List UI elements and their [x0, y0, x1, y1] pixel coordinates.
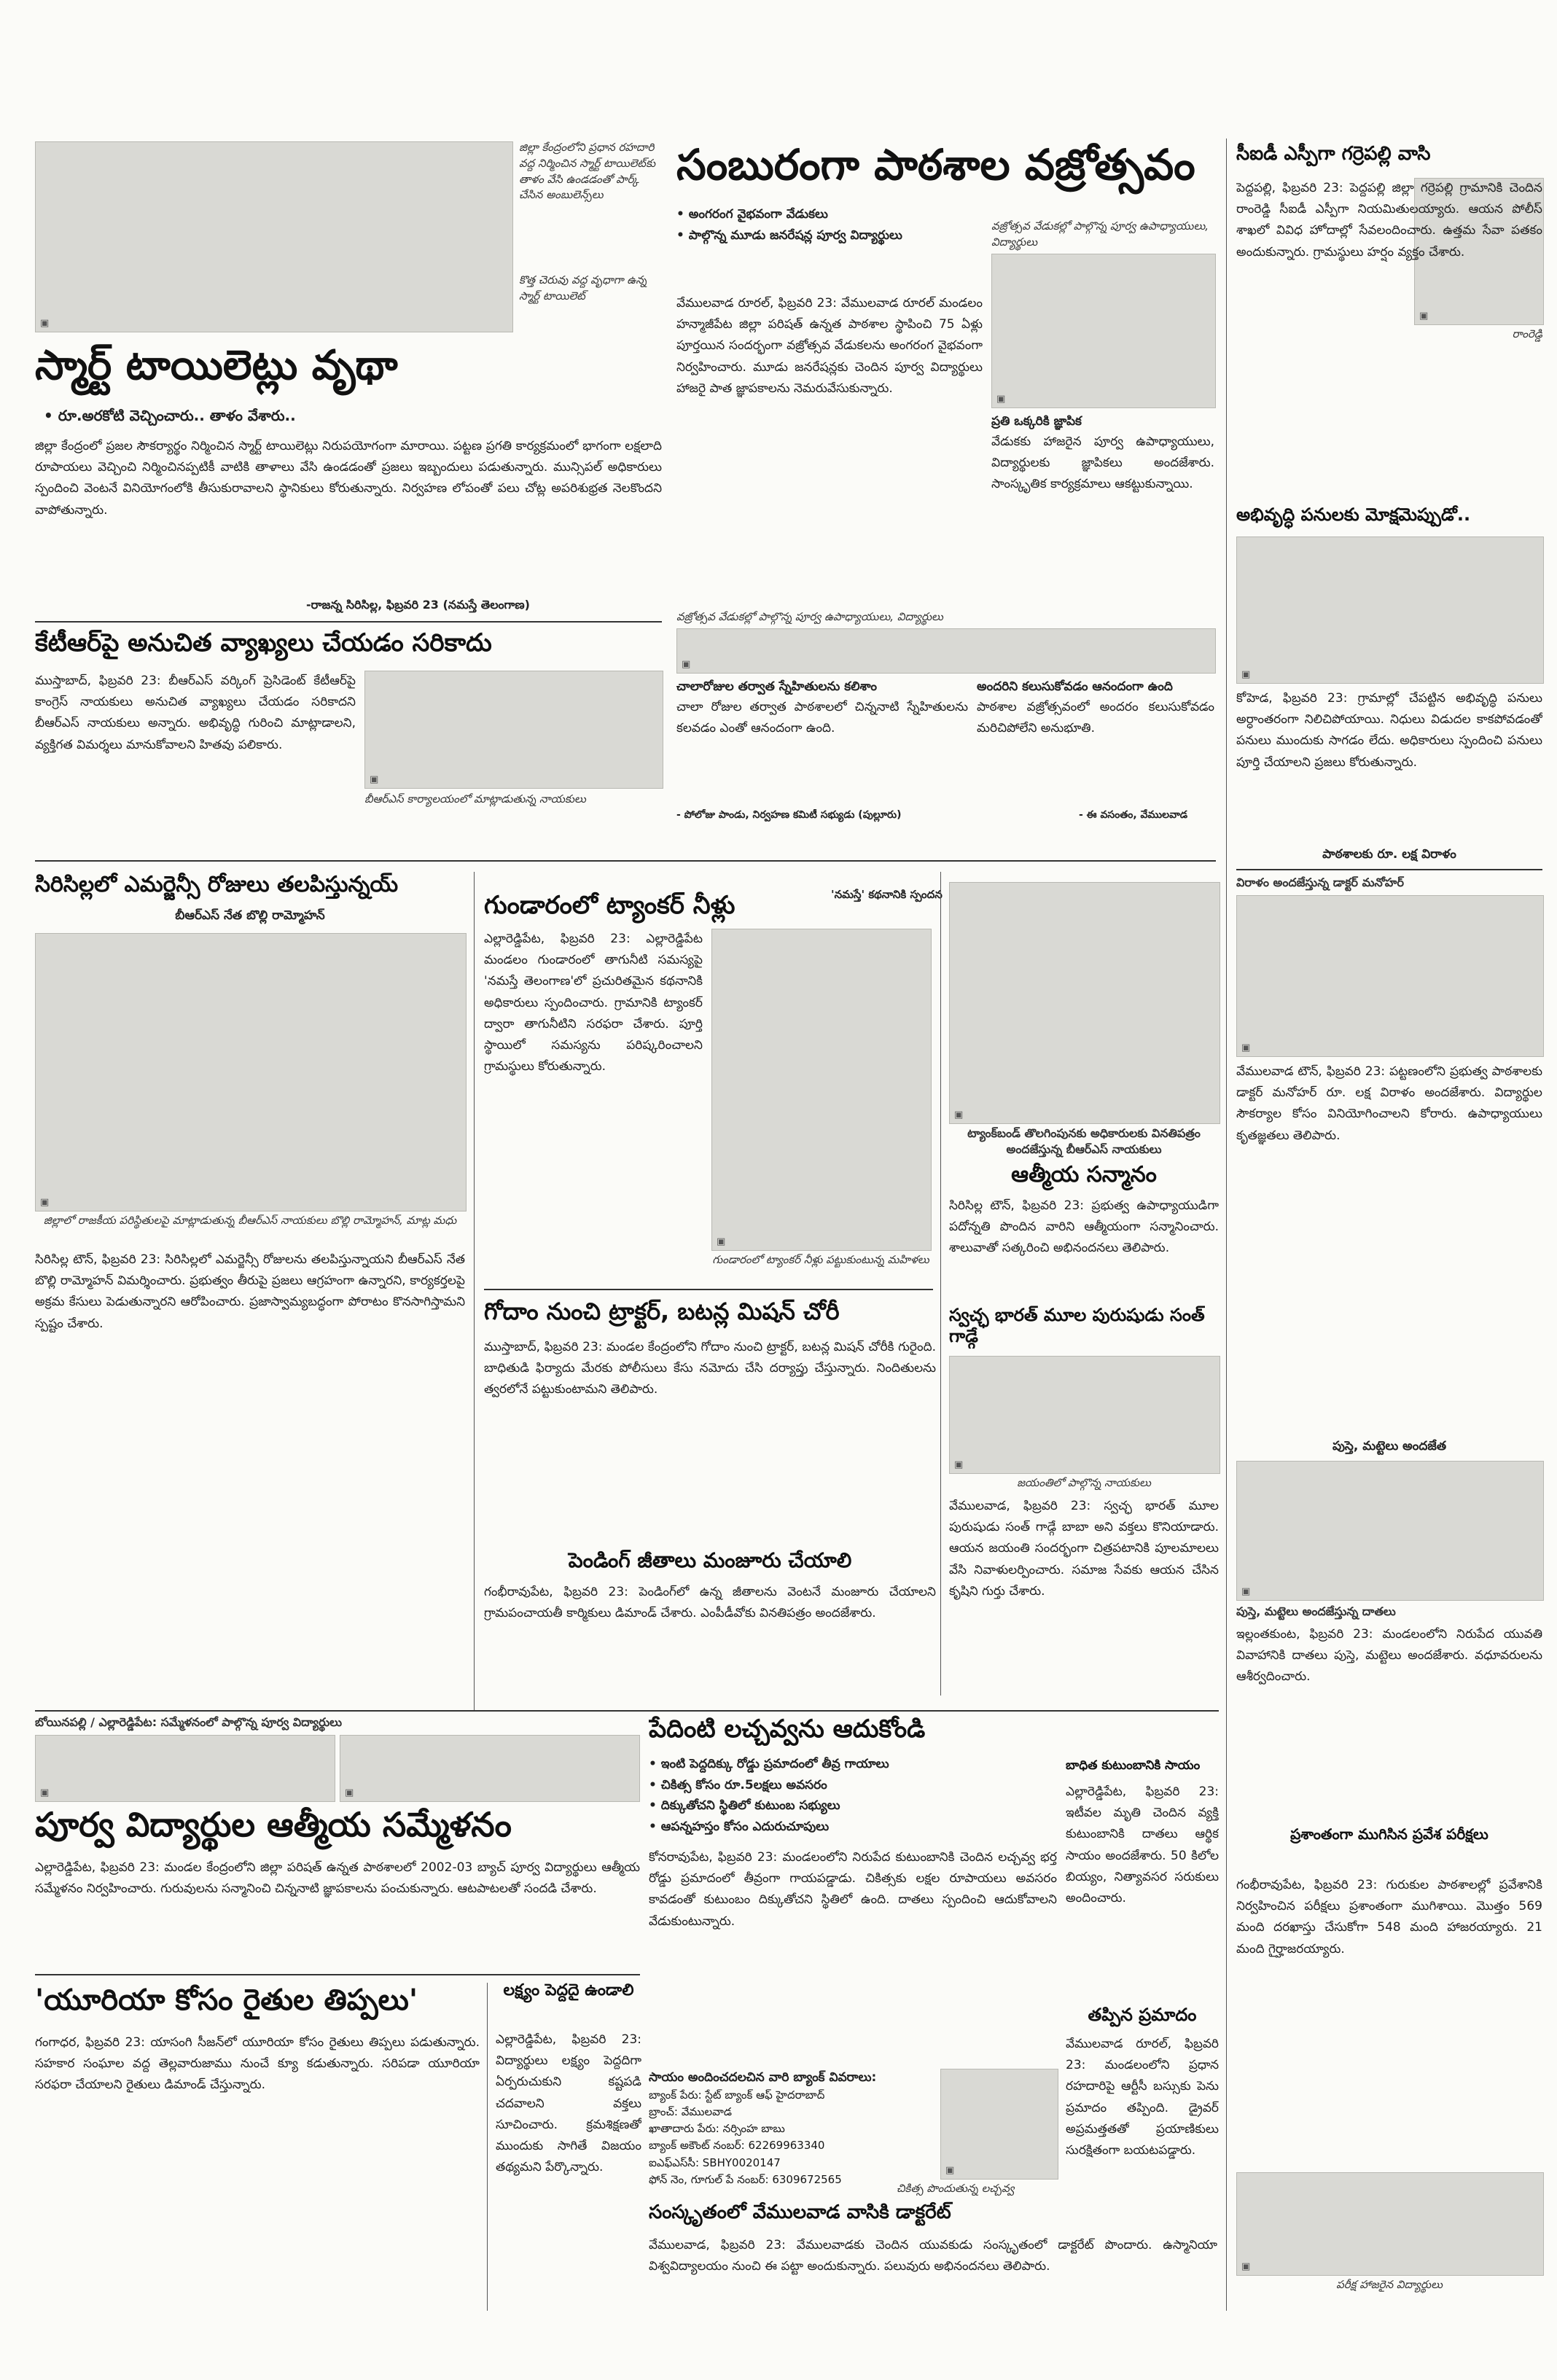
gadge-photo — [949, 1356, 1220, 1474]
exam-headline: ప్రశాంతంగా ముగిసిన ప్రవేశ పరీక్షలు — [1290, 1825, 1488, 1843]
exam-body2: గంభీరావుపేట, ఫిబ్రవరి 23: గురుకుల పాఠశాలల్లో ప్రవేశానికి నిర్వహించిన పరీక్షలు ప్రశాంతంగా ముగిశాయి. మొత్తం 569 మంది దరఖాస్తు చేసుకోగా 548 మంది హాజరయ్యారు. 21 మంది గైర్హాజరయ్యారు. — [1236, 1878, 1542, 1956]
accident-caption: చికిత్స పొందుతున్న లచ్చవ్వ — [897, 2182, 1015, 2195]
alumni-kicker: బోయినపల్లి / ఎల్లారెడ్డిపేట: సమ్మేళనంలో పాల్గొన్న పూర్వ విద్యార్థులు — [35, 1715, 342, 1729]
urea-body: గంగాధర, ఫిబ్రవరి 23: యాసంగి సీజన్‌లో యూరియా కోసం రైతులు తిప్పలు పడుతున్నారు. సహకార సంఘాల వద్ద తెల్లవారుజాము నుంచే క్యూ కడుతున్నారు. సరిపడా యూరియా సరఫరా చేయాలని రైతులు డిమాండ్ చేస్తున్నారు. — [35, 2035, 480, 2093]
photo-icon: ▣ — [954, 1109, 964, 1120]
accident-headline: పేదింటి లచ్చవ్వను ఆదుకోండి — [649, 1714, 926, 1744]
school-bullets — [676, 206, 983, 290]
bank-line: బ్యాంక్ అకౌంట్ నంబర్: 62269963340 — [649, 2139, 825, 2153]
divider — [487, 1983, 488, 2311]
divider — [35, 621, 662, 623]
target-body: ఎల్లారెడ్డిపేట, ఫిబ్రవరి 23: విద్యార్థులు లక్ష్యం పెద్దదిగా ఏర్పరుచుకుని కష్టపడి చదవాలని వక్తలు సూచించారు. క్రమశిక్షణతో ముందుకు సాగితే విజయం తథ్యమని పేర్కొన్నారు. — [496, 2032, 641, 2175]
school-sub2: చాలారోజుల తర్వాత స్నేహితులను కలిశాం — [676, 679, 877, 694]
averted-body: వేములవాడ రూరల్, ఫిబ్రవరి 23: మండలంలోని ప్రధాన రహదారిపై ఆర్టీసీ బస్సుకు పెను ప్రమాదం తప్పింది. డ్రైవర్ అప్రమత్తతతో ప్రయాణికులు సురక్షితంగా బయటపడ్డారు. — [1066, 2037, 1219, 2158]
dev-footer: పాఠశాలకు రూ. లక్ష విరాళం — [1322, 847, 1456, 862]
gundaram-headline: గుండారంలో ట్యాంకర్ నీళ్లు — [484, 891, 735, 920]
exam-body: ఇల్లంతకుంట, ఫిబ్రవరి 23: మండలంలోని నిరుపేద యువతి వివాహానికి దాతలు పుస్తె, మట్టెలు అందజేశారు. వధూవరులను ఆశీర్వదించారు. — [1236, 1627, 1542, 1685]
school-bullet-2: • పాల్గొన్న మూడు జనరేషన్ల పూర్వ విద్యార్థులు — [676, 227, 983, 245]
school-photo-2 — [676, 628, 1216, 674]
tractor-headline: గోదాం నుంచి ట్రాక్టర్, బటన్ల మిషన్ చోరీ — [484, 1298, 840, 1325]
alumni-photo-1 — [35, 1735, 335, 1802]
school-sub3: అందరిని కలుసుకోవడం ఆనందంగా ఉంది — [977, 679, 1173, 694]
doctorate-body: వేములవాడ, ఫిబ్రవరి 23: వేములవాడకు చెందిన యువకుడు సంస్కృతంలో డాక్టరేట్ పొందారు. ఉస్మానియా విశ్వవిద్యాలయం నుంచి ఈ పట్టా అందుకున్నారు. పలువురు అభినందనలు తెలిపారు. — [649, 2238, 1217, 2274]
main-headline: స్మార్ట్ టాయిలెట్లు వృథా — [35, 342, 398, 389]
honor-body: సిరిసిల్ల టౌన్, ఫిబ్రవరి 23: ప్రభుత్వ ఉపాధ్యాయుడిగా పదోన్నతి పొందిన వారిని ఆత్మీయంగా సన్మానించారు. శాలువాతో సత్కరించి అభినందనలు తెలిపారు. — [949, 1198, 1219, 1256]
photo-icon: ▣ — [996, 394, 1006, 405]
sircilla-caption: జిల్లాలో రాజకీయ పరిస్థితులపై మాట్లాడుతున్న బీఆర్‌ఎస్ నాయకులు బొల్లి రామ్మోహన్, మాట్ల మధు — [43, 1214, 457, 1227]
accident-body: కోనరావుపేట, ఫిబ్రవరి 23: మండలంలోని నిరుపేద కుటుంబానికి చెందిన లచ్చవ్వ భర్త రోడ్డు ప్రమాదంలో తీవ్రంగా గాయపడ్డాడు. చికిత్సకు లక్షల రూపాయలు అవసరం కావడంతో కుటుంబం దిక్కుతోచని స్థితిలో ఉంది. దాతలు స్పందించి ఆదుకోవాలని వేడుకుంటున్నారు. — [649, 1850, 1057, 1929]
divider — [474, 872, 475, 1710]
main-byline: -రాజన్న సిరిసిల్ల, ఫిబ్రవరి 23 (నమస్తే తెలంగాణ) — [306, 598, 530, 612]
honor-photo — [949, 882, 1220, 1124]
photo-icon: ▣ — [345, 1787, 354, 1798]
school-photo-1 — [991, 254, 1216, 408]
dev-body: కోహెడ, ఫిబ్రవరి 23: గ్రామాల్లో చేపట్టిన అభివృద్ధి పనులు అర్ధాంతరంగా నిలిచిపోయాయి. నిధులు విడుదల కాకపోవడంతో పనులు ముందుకు సాగడం లేదు. అధికారులు స్పందించి పనులు పూర్తి చేయాలని ప్రజలు కోరుతున్నారు. — [1236, 691, 1542, 770]
bank-line: బ్రాంచ్: వేములవాడ — [649, 2104, 732, 2118]
alumni-headline: పూర్వ విద్యార్థుల ఆత్మీయ సమ్మేళనం — [35, 1805, 512, 1844]
gadge-body: వేములవాడ, ఫిబ్రవరి 23: స్వచ్ఛ భారత్ మూల పురుషుడు సంత్ గాడ్గే బాబా అని వక్తలు కొనియాడారు. ఆయన జయంతి సందర్భంగా చిత్రపటానికి పూలమాలలు వేసి నివాళులర్పించారు. సమాజ సేవకు ఆయన చేసిన కృషిని గుర్తు చేశారు. — [949, 1499, 1219, 1599]
dev-photo — [1236, 537, 1544, 684]
gadge-caption: జయంతిలో పాల్గొన్న నాయకులు — [1017, 1476, 1151, 1489]
divider — [35, 1710, 1219, 1712]
main-photo-caption-2: కొత్త చెరువు వద్ద వృధాగా ఉన్న స్మార్ట్ టాయిలెట్ — [519, 273, 647, 303]
bank-line: ఫోన్ నెం, గూగుల్ పే నంబర్: 6309672565 — [649, 2172, 842, 2186]
photo-icon: ▣ — [954, 1459, 964, 1470]
divider — [484, 1289, 933, 1290]
school-body: వేములవాడ రూరల్, ఫిబ్రవరి 23: వేములవాడ రూరల్ మండలం హన్మాజీపేట జిల్లా పరిషత్ ఉన్నత పాఠశాల స్థాపించి 75 ఏళ్లు పూర్తయిన సందర్భంగా వజ్రోత్సవ వేడుకలను అంగరంగ వైభవంగా నిర్వహించారు. మూడు జనరేషన్లకు చెందిన పూర్వ విద్యార్థులు హాజరై పాత జ్ఞాపకాలను నెమరువేసుకున్నారు. — [676, 296, 983, 396]
sircilla-photo — [35, 933, 467, 1212]
main-subhead-text: • రూ.అరకోటి వెచ్చించారు.. తాళం వేశారు.. — [44, 407, 296, 424]
exam-photo-1 — [1236, 1461, 1544, 1601]
photo-icon: ▣ — [1241, 669, 1251, 680]
school-sub2-body: చాలా రోజుల తర్వాత పాఠశాలలో చిన్ననాటి స్నేహితులను కలవడం ఎంతో ఆనందంగా ఉంది. — [676, 700, 968, 736]
main-story-photo-1 — [35, 141, 513, 332]
gundaram-body: ఎల్లారెడ్డిపేట, ఫిబ్రవరి 23: ఎల్లారెడ్డిపేట మండలం గుండారంలో తాగునీటి సమస్యపై 'నమస్తే తెలంగాణ'లో ప్రచురితమైన కథనానికి అధికారులు స్పందించారు. గ్రామానికి ట్యాంకర్ ద్వారా తాగునీటిని సరఫరా చేశారు. పూర్తి స్థాయిలో సమస్యను పరిష్కరించాలని గ్రామస్థులు కోరుతున్నారు. — [484, 932, 703, 1074]
honor-kicker: ట్యాంక్‌బండ్ తొలగింపునకు అధికారులకు వినతిపత్రం అందజేస్తున్న బీఆర్‌ఎస్ నాయకులు — [967, 1126, 1201, 1157]
school-headline: సంబురంగా పాఠశాల వజ్రోత్సవం — [676, 140, 1195, 190]
school-sub3-byline: - ఈ వసంతం, వేములవాడ — [1079, 809, 1188, 821]
photo-icon: ▣ — [945, 2165, 955, 2176]
tractor-body: ముస్తాబాద్, ఫిబ్రవరి 23: మండల కేంద్రంలోని గోదాం నుంచి ట్రాక్టర్, బటన్ల మిషన్ చోరీకి గురైంది. బాధితుడి ఫిర్యాదు మేరకు పోలీసులు కేసు నమోదు చేసి దర్యాప్తు చేస్తున్నారు. నిందితులను త్వరలోనే పట్టుకుంటామని తెలిపారు. — [484, 1340, 936, 1397]
school-photo-caption-1: వజ్రోత్సవ వేడుకల్లో పాల్గొన్న పూర్వ ఉపాధ్యాయులు, విద్యార్థులు — [991, 219, 1209, 249]
school-sub1-body: వేడుకకు హాజరైన పూర్వ ఉపాధ్యాయులు, విద్యార్థులకు జ్ఞాపికలు అందజేశారు. సాంస్కృతిక కార్యక్రమాలు ఆకట్టుకున్నాయి. — [991, 434, 1214, 492]
exam-caption: పరీక్ష హాజరైన విద్యార్థులు — [1336, 2278, 1443, 2291]
school-sub2-byline: - పోలోజు పాండు, నిర్వహణ కమిటీ సభ్యుడు (పుల్లూరు) — [676, 809, 902, 821]
photo-icon: ▣ — [1241, 1586, 1251, 1597]
bank-line: ఐఎఫ్ఎస్‌సీ: SBHY0020147 — [649, 2155, 781, 2169]
help-headline: బాధిత కుటుంబానికి సాయం — [1066, 1758, 1201, 1773]
alumni-body: ఎల్లారెడ్డిపేట, ఫిబ్రవరి 23: మండల కేంద్రంలోని జిల్లా పరిషత్ ఉన్నత పాఠశాలలో 2002-03 బ్యాచ్ పూర్వ విద్యార్థులు ఆత్మీయ సమ్మేళనం నిర్వహించారు. గురువులను సన్మానించి చిన్ననాటి జ్ఞాపకాలను పంచుకున్నారు. ఆటపాటలతో సందడి చేశారు. — [35, 1860, 640, 1897]
divider — [1226, 138, 1227, 2311]
honor-headline: ఆత్మీయ సన్మానం — [1011, 1162, 1157, 1187]
ktr-caption: బీఆర్‌ఎస్ కార్యాలయంలో మాట్లాడుతున్న నాయకులు — [364, 792, 586, 805]
donation-photo — [1236, 895, 1544, 1057]
pending-headline: పెండింగ్ జీతాలు మంజూరు చేయాలి — [568, 1548, 852, 1572]
photo-icon: ▣ — [1419, 311, 1429, 321]
doctorate-headline: సంస్కృతంలో వేములవాడ వాసికి డాక్టరేట్ — [649, 2201, 951, 2223]
photo-icon: ▣ — [682, 659, 691, 670]
donation-footer: పుస్తె, మట్టెలు అందజేత — [1332, 1439, 1447, 1454]
ktr-headline: కేటీఆర్‌పై అనుచిత వ్యాఖ్యలు చేయడం సరికాదు — [35, 628, 492, 658]
divider — [940, 872, 941, 1696]
exam-kicker: పుస్తె, మట్టెలు అందజేస్తున్న దాతలు — [1236, 1604, 1396, 1618]
school-bullet-1: • అంగరంగ వైభవంగా వేడుకలు — [676, 206, 983, 224]
averted-headline: తప్పిన ప్రమాదం — [1088, 2005, 1197, 2025]
accident-bullet-4: • ఆపన్నహస్తం కోసం ఎదురుచూపులు — [649, 1818, 1057, 1836]
cid-photo-caption: రాంరెడ్డి — [1512, 327, 1542, 340]
gundaram-caption: గుండారంలో ట్యాంకర్ నీళ్లు పట్టుకుంటున్న మహిళలు — [712, 1253, 929, 1266]
bank-line: ఖాతాదారు పేరు: నర్సింహ బాబు — [649, 2122, 785, 2136]
divider — [35, 860, 1216, 862]
exam-photo-2 — [1236, 2172, 1544, 2276]
dev-headline: అభివృద్ధి పనులకు మోక్షమెప్పుడో.. — [1236, 504, 1471, 525]
accident-bullet-2: • చికిత్స కోసం రూ.5లక్షలు అవసరం — [649, 1776, 1057, 1795]
help-body: ఎల్లారెడ్డిపేట, ఫిబ్రవరి 23: ఇటీవల మృతి చెందిన వ్యక్తి కుటుంబానికి దాతలు ఆర్థిక సాయం అందజేశారు. 50 కిలోల బియ్యం, నిత్యావసర సరుకులు అందించారు. — [1066, 1784, 1219, 1906]
school-sub3-body: పాఠశాల వజ్రోత్సవంలో అందరం కలుసుకోవడం మరిచిపోలేని అనుభూతి. — [977, 700, 1214, 736]
ktr-photo — [364, 671, 663, 789]
sircilla-headline: సిరిసిల్లలో ఎమర్జెన్సీ రోజులు తలపిస్తున్నయ్ — [35, 872, 399, 897]
school-photo-caption-2: వజ్రోత్సవ వేడుకల్లో పాల్గొన్న పూర్వ ఉపాధ్యాయులు, విద్యార్థులు — [676, 610, 943, 623]
donation-body: వేములవాడ టౌన్, ఫిబ్రవరి 23: పట్టణంలోని ప్రభుత్వ పాఠశాలకు డాక్టర్ మనోహర్ రూ. లక్ష విరాళం అందజేశారు. విద్యార్థుల సౌకర్యాల కోసం వినియోగించాలని కోరారు. ఉపాధ్యాయులు కృతజ్ఞతలు తెలిపారు. — [1236, 1064, 1542, 1143]
cid-body: పెద్దపల్లి, ఫిబ్రవరి 23: పెద్దపల్లి జిల్లా గర్రెపల్లి గ్రామానికి చెందిన రాంరెడ్డి సీఐడీ ఎస్పీగా నియమితులయ్యారు. ఆయన పోలీస్ శాఖలో వివిధ హోదాల్లో సేవలందించారు. ఉత్తమ సేవా పతకం అందుకున్నారు. గ్రామస్థులు హర్షం వ్యక్తం చేశారు. — [1236, 181, 1542, 260]
photo-icon: ▣ — [1241, 2261, 1251, 2272]
gundaram-photo — [711, 929, 932, 1251]
divider — [1236, 869, 1542, 870]
sircilla-body: సిరిసిల్ల టౌన్, ఫిబ్రవరి 23: సిరిసిల్లలో ఎమర్జెన్సీ రోజులను తలపిస్తున్నాయని బీఆర్‌ఎస్ నేత బొల్లి రామ్మోహన్ విమర్శించారు. ప్రభుత్వం తీరుపై ప్రజలు ఆగ్రహంగా ఉన్నారని, కార్యకర్తలపై అక్రమ కేసులు పెడుతున్నారని ఆరోపించారు. ప్రజాస్వామ్యబద్ధంగా పోరాటం కొనసాగిస్తామని స్పష్టం చేశారు. — [35, 1252, 465, 1331]
sircilla-subhead: బీఆర్‌ఎస్ నేత బొల్లి రామ్మోహన్ — [175, 908, 325, 923]
donation-kicker: విరాళం అందజేస్తున్న డాక్టర్ మనోహర్ — [1236, 875, 1404, 889]
gadge-headline: స్వచ్ఛ భారత్ మూల పురుషుడు సంత్ గాడ్గే — [949, 1305, 1205, 1346]
divider — [35, 1974, 640, 1975]
gundaram-tag: 'నమస్తే' కథనానికి స్పందన — [831, 888, 943, 901]
accident-bullet-1: • ఇంటి పెద్దదిక్కు రోడ్డు ప్రమాదంలో తీవ్ర గాయాలు — [649, 1755, 1057, 1774]
cid-headline: సీఐడీ ఎస్పీగా గర్రెపల్లి వాసి — [1236, 143, 1431, 165]
main-subhead — [44, 405, 656, 427]
bank-line: బ్యాంక్ పేరు: స్టేట్ బ్యాంక్ ఆఫ్ హైదరాబాద్ — [649, 2088, 825, 2102]
pending-body: గంభీరావుపేట, ఫిబ్రవరి 23: పెండింగ్‌లో ఉన్న జీతాలను వెంటనే మంజూరు చేయాలని గ్రామపంచాయతీ కార్మికులు డిమాండ్ చేశారు. ఎంపీడీవోకు వినతిపత్రం అందజేశారు. — [484, 1585, 936, 1621]
accident-bank-details — [649, 2069, 933, 2193]
school-sub1: ప్రతి ఒక్కరికి జ్ఞాపిక — [991, 414, 1082, 429]
bank-title: సాయం అందించదలచిన వారి బ్యాంక్ వివరాలు: — [649, 2070, 877, 2085]
urea-headline: 'యూరియా కోసం రైతుల తిప్పలు' — [35, 1983, 418, 2017]
ktr-body: ముస్తాబాద్, ఫిబ్రవరి 23: బీఆర్‌ఎస్ వర్కింగ్ ప్రెసిడెంట్ కేటీఆర్‌పై కాంగ్రెస్ నాయకులు అనుచిత వ్యాఖ్యలు చేయడం సరికాదని బీఆర్‌ఎస్ నాయకులు అన్నారు. అభివృద్ధి గురించి మాట్లాడాలని, వ్యక్తిగత విమర్శలు మానుకోవాలని హితవు పలికారు. — [35, 674, 356, 752]
accident-photo — [940, 2069, 1058, 2180]
main-photo-caption: జిల్లా కేంద్రంలోని ప్రధాన రహదారి వద్ద నిర్మించిన స్మార్ట్ టాయిలెట్‌కు తాళం వేసి ఉండడంతో పార్క్ చేసిన అంబులెన్స్‌లు — [519, 141, 656, 202]
photo-icon: ▣ — [40, 1787, 50, 1798]
photo-icon: ▣ — [1241, 1042, 1251, 1053]
accident-bullets — [649, 1755, 1057, 1843]
photo-icon: ▣ — [370, 774, 379, 785]
main-body: జిల్లా కేంద్రంలో ప్రజల సౌకర్యార్థం నిర్మించిన స్మార్ట్ టాయిలెట్లు నిరుపయోగంగా మారాయి. పట్టణ ప్రగతి కార్యక్రమంలో భాగంగా లక్షలాది రూపాయలు వెచ్చించి నిర్మించినప్పటికీ వాటికి తాళాలు వేసి ఉండడంతో ప్రజలు ఇబ్బందులు పడుతున్నారు. మున్సిపల్ అధికారులు స్పందించి వెంటనే వినియోగంలోకి తీసుకురావాలని స్థానికులు కోరుతున్నారు. నిర్వహణ లోపంతో పలు చోట్ల అపరిశుభ్రత నెలకొందని వాపోతున్నారు. — [35, 439, 662, 518]
photo-icon: ▣ — [717, 1236, 726, 1247]
photo-icon: ▣ — [40, 318, 50, 329]
accident-bullet-3: • దిక్కుతోచని స్థితిలో కుటుంబ సభ్యులు — [649, 1797, 1057, 1815]
photo-icon: ▣ — [40, 1197, 50, 1208]
target-headline: లక్ష్యం పెద్దదై ఉండాలి — [503, 1981, 634, 1999]
alumni-photo-2 — [340, 1735, 640, 1802]
